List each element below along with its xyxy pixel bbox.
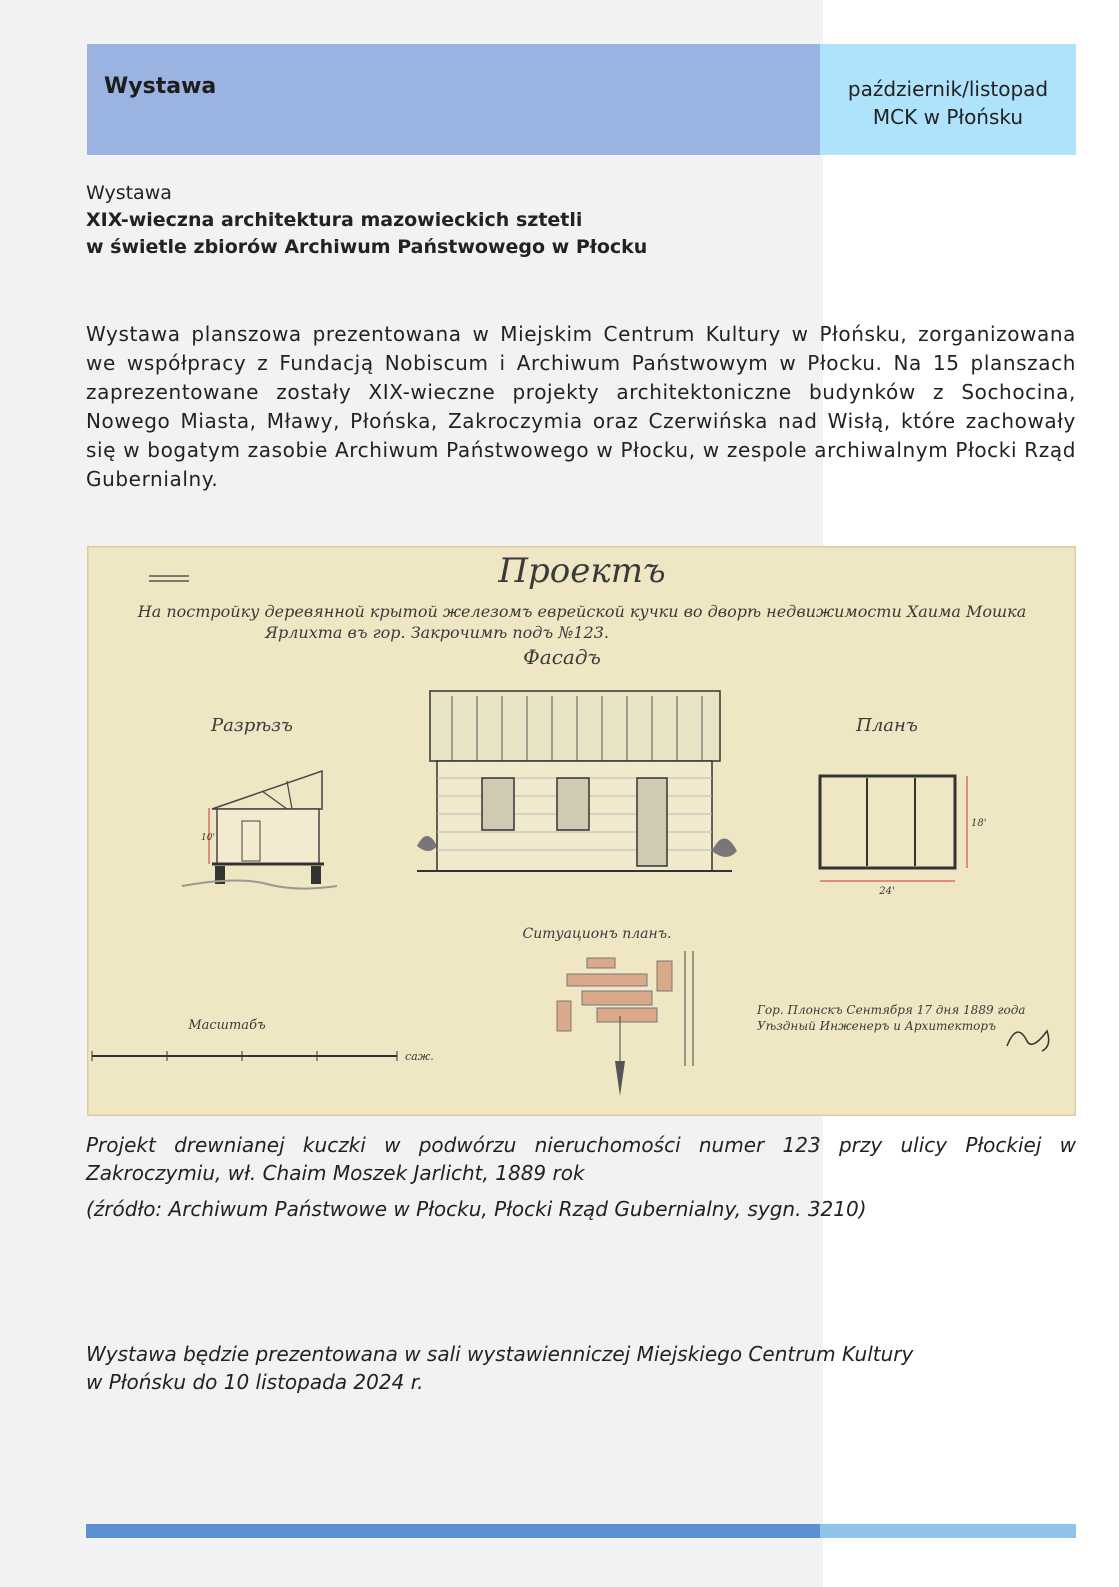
header-title: Wystawa	[104, 74, 217, 99]
facade-door	[637, 778, 667, 866]
architectural-drawing	[87, 546, 1076, 1116]
header-date-line1: październik/listopad	[847, 77, 1049, 101]
section-label: Разрѣзъ	[211, 715, 293, 736]
closing-note	[86, 1340, 913, 1396]
header-date	[820, 75, 1076, 131]
scale-label: Масштабъ	[188, 1018, 266, 1033]
closing-line1: Wystawa będzie prezentowana w sali wystawienniczej Miejskiego Centrum Kultury	[86, 1342, 914, 1366]
section-height-label: 10'	[201, 833, 215, 843]
plan-label: Планъ	[856, 715, 918, 736]
signature-line1: Гор. Плонскъ Сентября 17 дня 1889 года	[757, 1003, 1026, 1017]
footer-bar-accent	[820, 1524, 1076, 1538]
plan-width-label: 24'	[879, 886, 895, 897]
signature-line2: Уѣздный Инженеръ и Архитекторъ	[757, 1019, 996, 1033]
scale-unit: саж.	[405, 1050, 434, 1063]
exhibition-title-line1: XIX-wieczna architektura mazowieckich sztetli	[86, 209, 583, 231]
plan-height-label: 18'	[971, 818, 987, 829]
drawing-source: (źródło: Archiwum Państwowe w Płocku, Płocki Rząd Gubernialny, sygn. 3210)	[86, 1197, 867, 1221]
facade-window	[557, 778, 589, 830]
intro-block	[86, 180, 647, 261]
drawing-subtitle-line2: Ярлихта въ гор. Закрочимѣ подъ №123.	[265, 623, 609, 642]
drawing-subtitle-line1: На постройку деревянной крытой железомъ еврейской кучки во дворѣ недвижимости Хаима Мошка	[137, 602, 1027, 621]
exhibition-title-line2: w świetle zbiorów Archiwum Państwowego w Płocku	[86, 236, 648, 258]
closing-line2: w Płońsku do 10 listopada 2024 r.	[86, 1370, 424, 1394]
facade-window	[482, 778, 514, 830]
site-plan-label: Ситуационъ планъ.	[522, 926, 672, 942]
facade-label: Фасадъ	[523, 645, 601, 669]
header-banner	[87, 44, 820, 155]
facade-view	[417, 691, 737, 871]
description-paragraph: Wystawa planszowa prezentowana w Miejskim Centrum Kultury w Płońsku, zorganizowana we współpracy z Fundacją Nobiscum i Archiwum Państwowym w Płocku. Na 15 planszach zaprezentowane zostały XIX-wieczne projekty architektoniczne budynków z Sochocina, Nowego Miasta, Mławy, Płońska, Zakroczymia oraz Czerwińska nad Wisłą, które zachowały się w bogatym zasobie Archiwum Państwowego w Płocku, w zespole archiwalnym Płocki Rząd Gubernialny.	[86, 322, 1076, 491]
header-date-line2: MCK w Płońsku	[872, 105, 1024, 129]
drawing-caption: Projekt drewnianej kuczki w podwórzu nieruchomości numer 123 przy ulicy Płockiej w Zakroczymiu, wł. Chaim Moszek Jarlicht, 1889 rok	[86, 1133, 1076, 1185]
footer-bar	[86, 1524, 820, 1538]
intro-label: Wystawa	[86, 182, 172, 204]
drawing-title: Проектъ	[498, 551, 666, 591]
